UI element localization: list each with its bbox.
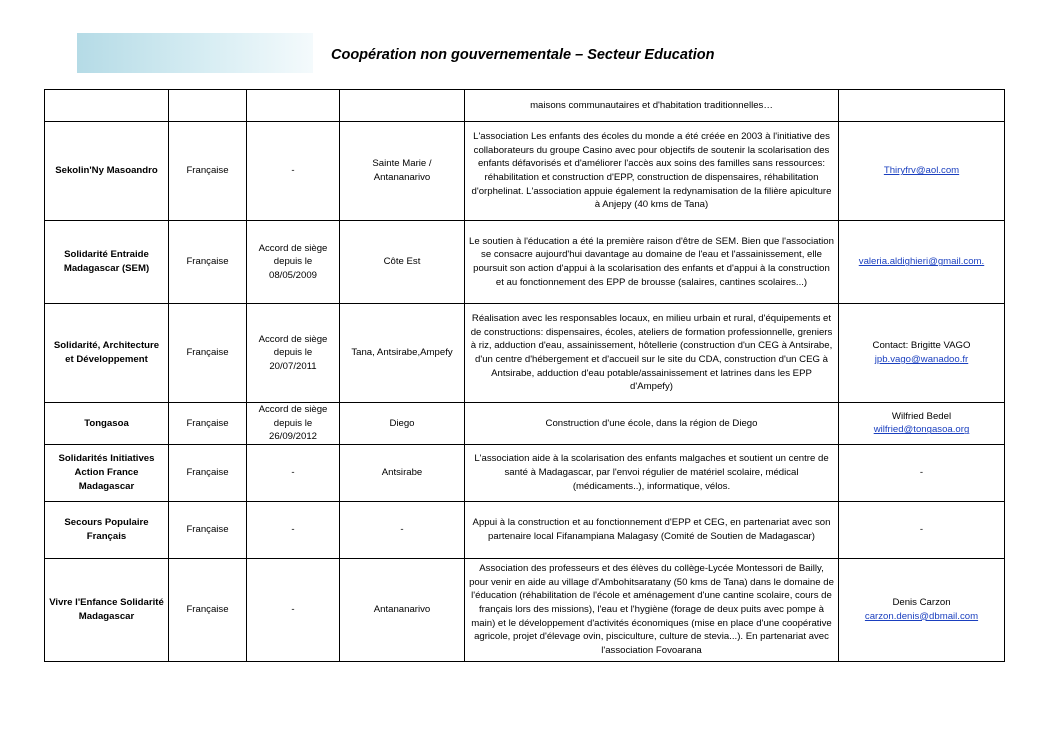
contact-email-link[interactable]: jpb.vago@wanadoo.fr bbox=[874, 354, 969, 365]
table-row bbox=[45, 444, 1005, 501]
org-name-cell: Solidarités Initiatives Action France Madagascar bbox=[45, 444, 169, 501]
org-name-cell: Solidarité Entraide Madagascar (SEM) bbox=[45, 221, 169, 304]
location-cell: Diego bbox=[340, 403, 465, 445]
contact-name: Denis Carzon bbox=[892, 597, 951, 609]
agreement-cell: Accord de siège depuis le 08/05/2009 bbox=[247, 221, 340, 304]
table-row bbox=[45, 558, 1005, 661]
contact-cell bbox=[839, 444, 1005, 501]
location-cell bbox=[340, 90, 465, 122]
location-cell: Tana, Antsirabe,Ampefy bbox=[340, 304, 465, 403]
nationality-cell: Française bbox=[169, 403, 247, 445]
organizations-table bbox=[44, 89, 1005, 662]
contact-name: - bbox=[919, 523, 924, 535]
contact-email-link[interactable]: valeria.aldighieri@gmail.com. bbox=[858, 256, 985, 268]
agreement-cell: - bbox=[247, 444, 340, 501]
contact-cell bbox=[839, 403, 1005, 445]
nationality-cell: Française bbox=[169, 558, 247, 661]
location-cell: Antsirabe bbox=[340, 444, 465, 501]
description-cell: maisons communautaires et d'habitation traditionnelles… bbox=[465, 90, 839, 122]
agreement-cell bbox=[247, 90, 340, 122]
description-cell: Construction d'une école, dans la région de Diego bbox=[465, 403, 839, 445]
agreement-cell: - bbox=[247, 558, 340, 661]
nationality-cell: Française bbox=[169, 304, 247, 403]
contact-email-link[interactable]: carzon.denis@dbmail.com bbox=[864, 610, 979, 622]
contact-cell bbox=[839, 501, 1005, 558]
description-cell: L'association aide à la scolarisation des enfants malgaches et soutient un centre de santé à Madagascar, par l'envoi régulier de matériel scolaire, médical (médicaments..), informatique, vélos. bbox=[465, 444, 839, 501]
location-cell: - bbox=[340, 501, 465, 558]
org-name-cell bbox=[45, 90, 169, 122]
location-cell: Antananarivo bbox=[340, 558, 465, 661]
table-row bbox=[45, 304, 1005, 403]
table-row bbox=[45, 221, 1005, 304]
agreement-cell: - bbox=[247, 501, 340, 558]
org-name-cell: Tongasoa bbox=[45, 403, 169, 445]
agreement-cell: - bbox=[247, 122, 340, 221]
contact-name: Contact: Brigitte VAGO bbox=[872, 340, 971, 352]
location-cell: Sainte Marie / Antananarivo bbox=[340, 122, 465, 221]
description-cell: Réalisation avec les responsables locaux, en milieu urbain et rural, d'équipements et de constructions: dispensaires, écoles, ateliers de formation professionnelle, greniers à riz, adduction d'eau, assainissement, hôtellerie (construction d'un CEG à Antsirabe, d'un centre d'hébergement et d'accueil sur le site du CDA, construction d'un CEG à Antsirabe, adduction d'eau potable/assainissement et latrines dans les EPP d'Ampefy) bbox=[465, 304, 839, 403]
location-cell: Côte Est bbox=[340, 221, 465, 304]
description-cell: Association des professeurs et des élèves du collège-Lycée Montessori de Bailly, pour venir en aide au village d'Ambohitsaratany (50 kms de Tana) dans le domaine de l'éducation (réhabilitation de l'école et aménagement d'une cantine scolaire, cours de français lors des missions), l'eau et l'hygiène (forage de deux puits avec pompe à main) et le développement d'activités économiques (mise en place d'une coopérative agricole, projet d'élevage ovin, pisciculture, culture de stevia...). En partenariat avec l'association Fovoarana bbox=[465, 558, 839, 661]
org-name-cell: Secours Populaire Français bbox=[45, 501, 169, 558]
nationality-cell: Française bbox=[169, 501, 247, 558]
description-cell: Le soutien à l'éducation a été la première raison d'être de SEM. Bien que l'association se consacre aujourd'hui davantage au domaine de l'eau et l'assainissement, elle poursuit son action d'appui à la scolarisation des enfants et d'appui à la construction et au fonctionnement des EPP de brousse (salaires, cantines scolaires...) bbox=[465, 221, 839, 304]
agreement-cell: Accord de siège depuis le 20/07/2011 bbox=[247, 304, 340, 403]
table-row bbox=[45, 90, 1005, 122]
table-row bbox=[45, 122, 1005, 221]
contact-cell bbox=[839, 221, 1005, 304]
org-name-cell: Sekolin'Ny Masoandro bbox=[45, 122, 169, 221]
org-name-cell: Solidarité, Architecture et Développement bbox=[45, 304, 169, 403]
agreement-cell: Accord de siège depuis le 26/09/2012 bbox=[247, 403, 340, 445]
nationality-cell: Française bbox=[169, 221, 247, 304]
contact-cell bbox=[839, 304, 1005, 403]
page-title: Coopération non gouvernementale – Secteur Education bbox=[331, 47, 715, 63]
table-row bbox=[45, 501, 1005, 558]
nationality-cell: Française bbox=[169, 444, 247, 501]
table-row bbox=[45, 403, 1005, 445]
contact-name: Wilfried Bedel bbox=[891, 410, 952, 422]
contact-cell bbox=[839, 90, 1005, 122]
header-banner bbox=[77, 33, 313, 73]
contact-cell bbox=[839, 558, 1005, 661]
contact-email-link[interactable]: Thiryfrv@aol.com bbox=[883, 165, 960, 177]
org-name-cell: Vivre l'Enfance Solidarité Madagascar bbox=[45, 558, 169, 661]
contact-cell bbox=[839, 122, 1005, 221]
description-cell: L'association Les enfants des écoles du monde a été créée en 2003 à l'initiative des collaborateurs du groupe Casino avec pour objectifs de soutenir la scolarisation des enfants défavorisés et d'améliorer l'accès aux soins des familles sans ressources: réhabilitation et construction d'EPP, construction de dispensaires, réhabilitation d'orphelinat. L'association appuie également la redynamisation de la filière apiculture à Anjepy (40 kms de Tana) bbox=[465, 122, 839, 221]
nationality-cell bbox=[169, 90, 247, 122]
nationality-cell: Française bbox=[169, 122, 247, 221]
description-cell: Appui à la construction et au fonctionnement d'EPP et CEG, en partenariat avec son partenaire local Fifanampiana Malagasy (Comité de Soutien de Madagascar) bbox=[465, 501, 839, 558]
contact-name: - bbox=[919, 466, 924, 478]
contact-email-link[interactable]: wilfried@tongasoa.org bbox=[873, 424, 970, 436]
